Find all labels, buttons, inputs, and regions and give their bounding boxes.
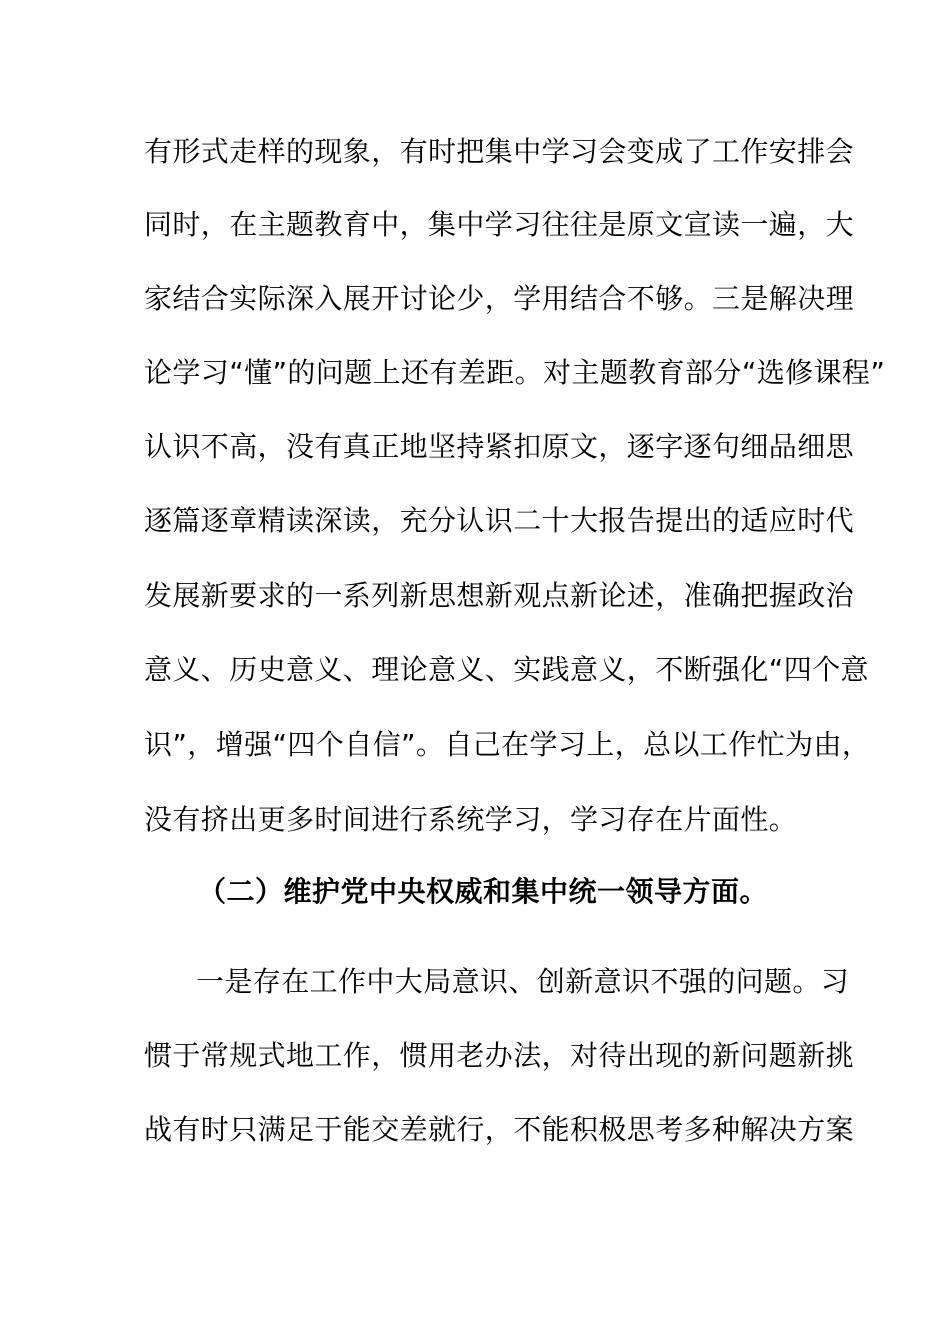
- paragraph-line: 同时，在主题教育中，集中学习往往是原文宣读一遍，大: [144, 208, 855, 241]
- paragraph-line: 惯于常规式地工作，惯用老办法，对待出现的新问题新挑: [144, 1039, 855, 1072]
- paragraph-line: 意义、历史意义、理论意义、实践意义，不断强化“四个意: [144, 653, 869, 686]
- paragraph-line: 逐篇逐章精读深读，充分认识二十大报告提出的适应时代: [144, 504, 855, 537]
- paragraph-line-last: 没有挤出更多时间进行系统学习，学习存在片面性。: [144, 803, 798, 836]
- paragraph-line: 识”，增强“四个自信”。自己在学习上，总以工作忙为由，: [144, 728, 871, 761]
- section-heading: （二）维护党中央权威和集中统一领导方面。: [198, 875, 769, 908]
- paragraph-line: 认识不高，没有真正地坚持紧扣原文，逐字逐句细品细思: [144, 430, 855, 463]
- paragraph-line-first: 一是存在工作中大局意识、创新意识不强的问题。习: [196, 965, 850, 998]
- paragraph-line: 发展新要求的一系列新思想新观点新论述，准确把握政治: [144, 579, 855, 612]
- paragraph-line: 家结合实际深入展开讨论少，学用结合不够。三是解决理: [144, 282, 855, 315]
- paragraph-line: 有形式走样的现象，有时把集中学习会变成了工作安排会: [144, 135, 855, 168]
- paragraph-line: 论学习“懂”的问题上还有差距。对主题教育部分“选修课程”: [144, 356, 886, 389]
- paragraph-line: 战有时只满足于能交差就行，不能积极思考多种解决方案: [144, 1113, 855, 1146]
